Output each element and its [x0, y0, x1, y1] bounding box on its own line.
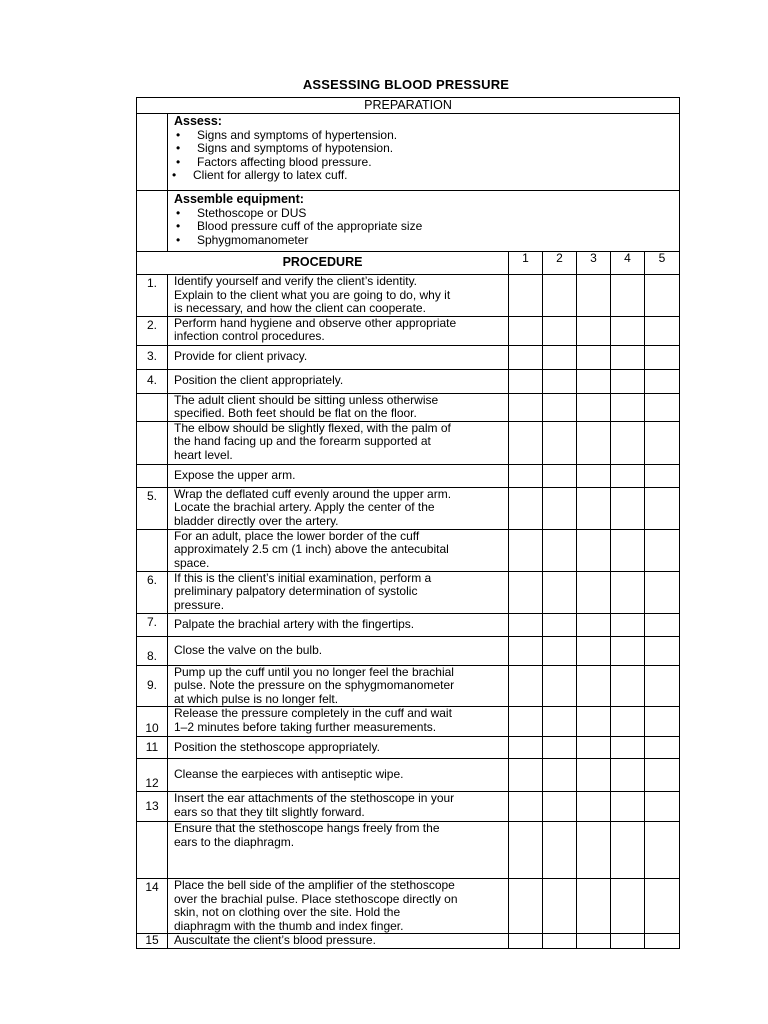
score-cell-5[interactable]	[645, 934, 680, 949]
preparation-header: PREPARATION	[137, 98, 680, 114]
step-text-line: pressure.	[174, 597, 225, 612]
score-cell-1[interactable]	[509, 571, 543, 613]
step-text-line: Expose the upper arm.	[174, 467, 296, 482]
equipment-item: • Sphygmomanometer	[174, 234, 679, 248]
score-cell-5[interactable]	[645, 759, 680, 792]
step-text-line: Insert the ear attachments of the stethoscope in your	[174, 791, 455, 805]
assess-list	[174, 129, 679, 183]
procedure-step-row	[137, 316, 680, 345]
procedure-step-row	[137, 636, 680, 665]
score-cell-4[interactable]	[611, 759, 645, 792]
score-cell-5[interactable]	[645, 393, 680, 421]
step-text-line: Release the pressure completely in the cuff and wait	[174, 706, 452, 720]
score-cell-4[interactable]	[611, 393, 645, 421]
score-cell-4[interactable]	[611, 737, 645, 759]
score-cell-3[interactable]	[577, 487, 611, 529]
step-description	[168, 393, 509, 421]
score-cell-3[interactable]	[577, 665, 611, 707]
score-cell-1[interactable]	[509, 487, 543, 529]
step-number	[137, 529, 168, 571]
step-number: 5.	[137, 487, 168, 529]
step-text-line: Provide for client privacy.	[174, 349, 308, 364]
score-cell-3[interactable]	[577, 759, 611, 792]
step-number: 8.	[137, 636, 168, 665]
assess-item: • Signs and symptoms of hypotension.	[174, 142, 679, 156]
score-cell-3[interactable]	[577, 345, 611, 369]
score-cell-1[interactable]	[509, 316, 543, 345]
score-cell-5[interactable]	[645, 529, 680, 571]
step-text-line: diaphragm with the thumb and index finger.	[174, 918, 404, 933]
step-number: 2.	[137, 316, 168, 345]
score-cell-4[interactable]	[611, 369, 645, 393]
score-cell-3[interactable]	[577, 707, 611, 737]
step-number	[137, 393, 168, 421]
procedure-step-row	[137, 571, 680, 613]
step-text-line: Close the valve on the bulb.	[174, 642, 323, 657]
score-cell-3[interactable]	[577, 464, 611, 487]
score-cell-1[interactable]	[509, 393, 543, 421]
score-cell-4[interactable]	[611, 613, 645, 636]
step-text-line: approximately 2.5 cm (1 inch) above the antecubital	[174, 542, 449, 556]
score-cell-4[interactable]	[611, 822, 645, 879]
score-cell-4[interactable]	[611, 571, 645, 613]
score-cell-1[interactable]	[509, 275, 543, 317]
step-text-line: Identify yourself and verify the client’s identity.	[174, 274, 418, 288]
score-cell-5[interactable]	[645, 636, 680, 665]
score-cell-3[interactable]	[577, 316, 611, 345]
score-header-4: 4	[611, 252, 645, 275]
score-cell-1[interactable]	[509, 636, 543, 665]
procedure-step-row	[137, 487, 680, 529]
step-number	[137, 822, 168, 879]
score-cell-1[interactable]	[509, 665, 543, 707]
procedure-step-row	[137, 464, 680, 487]
score-cell-5[interactable]	[645, 487, 680, 529]
score-cell-1[interactable]	[509, 421, 543, 464]
score-cell-2[interactable]	[543, 345, 577, 369]
step-description	[168, 636, 509, 665]
step-text-line: For an adult, place the lower border of the cuff	[174, 529, 420, 543]
assess-num-cell	[137, 114, 168, 191]
procedure-step-row	[137, 934, 680, 949]
step-text-line: is necessary, and how the client can cooperate.	[174, 301, 426, 315]
score-cell-1[interactable]	[509, 879, 543, 934]
score-cell-3[interactable]	[577, 737, 611, 759]
score-cell-4[interactable]	[611, 421, 645, 464]
score-cell-4[interactable]	[611, 316, 645, 345]
score-cell-5[interactable]	[645, 275, 680, 317]
score-cell-3[interactable]	[577, 792, 611, 822]
equipment-section	[168, 191, 680, 252]
step-text-line: bladder directly over the artery.	[174, 513, 339, 528]
score-cell-2[interactable]	[543, 759, 577, 792]
score-cell-1[interactable]	[509, 369, 543, 393]
step-text-line: Ensure that the stethoscope hangs freely from the	[174, 821, 440, 835]
score-header-5: 5	[645, 252, 680, 275]
score-cell-4[interactable]	[611, 529, 645, 571]
step-text-line: The elbow should be slightly flexed, with the palm of	[174, 421, 451, 435]
score-cell-4[interactable]	[611, 487, 645, 529]
step-text-line: Cleanse the earpieces with antiseptic wipe.	[174, 767, 404, 782]
step-text-line: Auscultate the client’s blood pressure.	[174, 933, 376, 947]
score-cell-5[interactable]	[645, 613, 680, 636]
score-cell-2[interactable]	[543, 636, 577, 665]
procedure-steps	[137, 275, 680, 949]
score-header-1: 1	[509, 252, 543, 275]
step-description	[168, 934, 509, 949]
equipment-row	[137, 191, 680, 252]
score-cell-2[interactable]	[543, 707, 577, 737]
procedure-step-row	[137, 879, 680, 934]
score-cell-1[interactable]	[509, 613, 543, 636]
score-cell-4[interactable]	[611, 665, 645, 707]
step-text-line: specified. Both feet should be flat on the floor.	[174, 406, 417, 420]
score-cell-5[interactable]	[645, 707, 680, 737]
score-cell-5[interactable]	[645, 421, 680, 464]
score-cell-3[interactable]	[577, 369, 611, 393]
step-text-line: heart level.	[174, 447, 233, 462]
step-number: 6.	[137, 571, 168, 613]
procedure-step-row	[137, 737, 680, 759]
score-cell-2[interactable]	[543, 275, 577, 317]
score-cell-2[interactable]	[543, 737, 577, 759]
score-cell-1[interactable]	[509, 934, 543, 949]
equipment-num-cell	[137, 191, 168, 252]
step-number: 10	[137, 707, 168, 737]
assess-item: • Client for allergy to latex cuff.	[174, 169, 679, 183]
step-description	[168, 792, 509, 822]
step-number: 9.	[137, 665, 168, 707]
procedure-step-row	[137, 421, 680, 464]
assess-heading: Assess:	[174, 114, 222, 128]
score-cell-3[interactable]	[577, 571, 611, 613]
score-cell-5[interactable]	[645, 345, 680, 369]
step-text-line: infection control procedures.	[174, 329, 325, 343]
step-number	[137, 421, 168, 464]
step-description	[168, 421, 509, 464]
step-description	[168, 707, 509, 737]
step-description	[168, 369, 509, 393]
score-cell-5[interactable]	[645, 464, 680, 487]
step-number: 7.	[137, 613, 168, 636]
step-description	[168, 613, 509, 636]
step-number: 4.	[137, 369, 168, 393]
score-cell-1[interactable]	[509, 529, 543, 571]
equipment-item: • Blood pressure cuff of the appropriate size	[174, 220, 679, 234]
step-text-line: Perform hand hygiene and observe other appropriate	[174, 316, 457, 330]
score-cell-3[interactable]	[577, 393, 611, 421]
score-cell-1[interactable]	[509, 822, 543, 879]
step-description	[168, 879, 509, 934]
score-cell-3[interactable]	[577, 879, 611, 934]
score-cell-5[interactable]	[645, 879, 680, 934]
score-cell-4[interactable]	[611, 934, 645, 949]
procedure-step-row	[137, 613, 680, 636]
step-text-line: Wrap the deflated cuff evenly around the upper arm.	[174, 487, 452, 501]
score-cell-2[interactable]	[543, 393, 577, 421]
step-number: 15	[137, 934, 168, 949]
step-text-line: Position the stethoscope appropriately.	[174, 739, 380, 754]
score-cell-2[interactable]	[543, 316, 577, 345]
score-cell-1[interactable]	[509, 792, 543, 822]
score-cell-3[interactable]	[577, 636, 611, 665]
assess-row	[137, 114, 680, 191]
step-number: 12	[137, 759, 168, 792]
score-cell-4[interactable]	[611, 707, 645, 737]
score-cell-2[interactable]	[543, 792, 577, 822]
score-cell-2[interactable]	[543, 369, 577, 393]
step-text-line: Locate the brachial artery. Apply the center of the	[174, 500, 435, 514]
step-description	[168, 737, 509, 759]
score-cell-4[interactable]	[611, 879, 645, 934]
score-cell-2[interactable]	[543, 571, 577, 613]
step-text-line: Explain to the client what you are going to do, why it	[174, 287, 451, 302]
score-cell-3[interactable]	[577, 421, 611, 464]
score-cell-5[interactable]	[645, 316, 680, 345]
score-cell-3[interactable]	[577, 529, 611, 571]
preparation-header-row	[137, 98, 680, 114]
step-text-line: at which pulse is no longer felt.	[174, 691, 339, 706]
score-cell-4[interactable]	[611, 275, 645, 317]
step-description	[168, 822, 509, 879]
document-title: ASSESSING BLOOD PRESSURE	[302, 77, 510, 92]
step-number: 3.	[137, 345, 168, 369]
step-text-line: 1–2 minutes before taking further measurements.	[174, 719, 437, 734]
procedure-step-row	[137, 393, 680, 421]
score-cell-4[interactable]	[611, 792, 645, 822]
procedure-step-row	[137, 707, 680, 737]
step-text-line: Place the bell side of the amplifier of the stethoscope	[174, 878, 455, 892]
step-text-line: Palpate the brachial artery with the fingertips.	[174, 616, 415, 631]
score-cell-1[interactable]	[509, 464, 543, 487]
score-cell-2[interactable]	[543, 879, 577, 934]
score-cell-5[interactable]	[645, 792, 680, 822]
step-number: 14	[137, 879, 168, 934]
score-cell-4[interactable]	[611, 464, 645, 487]
procedure-step-row	[137, 529, 680, 571]
score-cell-4[interactable]	[611, 636, 645, 665]
step-text-line: ears so that they tilt slightly forward.	[174, 804, 365, 819]
procedure-header-row	[137, 252, 680, 275]
step-number	[137, 464, 168, 487]
score-cell-1[interactable]	[509, 707, 543, 737]
procedure-step-row	[137, 665, 680, 707]
score-cell-2[interactable]	[543, 934, 577, 949]
step-description	[168, 464, 509, 487]
step-text-line: Position the client appropriately.	[174, 373, 344, 388]
step-description	[168, 316, 509, 345]
step-number: 11	[137, 737, 168, 759]
score-cell-2[interactable]	[543, 487, 577, 529]
step-description	[168, 759, 509, 792]
score-cell-5[interactable]	[645, 737, 680, 759]
score-cell-3[interactable]	[577, 613, 611, 636]
step-text-line: preliminary palpatory determination of systolic	[174, 584, 418, 598]
step-description	[168, 529, 509, 571]
score-cell-3[interactable]	[577, 275, 611, 317]
step-text-line: The adult client should be sitting unless otherwise	[174, 393, 439, 407]
procedure-step-row	[137, 759, 680, 792]
score-cell-1[interactable]	[509, 737, 543, 759]
score-cell-5[interactable]	[645, 571, 680, 613]
step-description	[168, 665, 509, 707]
equipment-list	[174, 207, 679, 248]
step-text-line: pulse. Note the pressure on the sphygmomanometer	[174, 678, 455, 692]
step-text-line: the hand facing up and the forearm supported at	[174, 434, 431, 448]
score-cell-5[interactable]	[645, 665, 680, 707]
score-cell-2[interactable]	[543, 464, 577, 487]
step-number: 1.	[137, 275, 168, 317]
score-cell-5[interactable]	[645, 369, 680, 393]
procedure-step-row	[137, 369, 680, 393]
equipment-heading: Assemble equipment:	[174, 192, 304, 206]
score-cell-1[interactable]	[509, 759, 543, 792]
equipment-item: • Stethoscope or DUS	[174, 207, 679, 221]
step-description	[168, 571, 509, 613]
assess-item: • Signs and symptoms of hypertension.	[174, 129, 679, 143]
score-cell-3[interactable]	[577, 934, 611, 949]
procedure-step-row	[137, 792, 680, 822]
step-text-line: If this is the client’s initial examination, perform a	[174, 571, 432, 585]
procedure-step-row	[137, 275, 680, 317]
checklist-table	[136, 97, 680, 949]
step-number: 13	[137, 792, 168, 822]
step-description	[168, 275, 509, 317]
score-header-3: 3	[577, 252, 611, 275]
score-cell-2[interactable]	[543, 529, 577, 571]
score-cell-2[interactable]	[543, 613, 577, 636]
step-description	[168, 487, 509, 529]
step-text-line: over the brachial pulse. Place stethoscope directly on	[174, 891, 458, 906]
score-cell-4[interactable]	[611, 345, 645, 369]
step-text-line: space.	[174, 555, 210, 570]
procedure-step-row	[137, 345, 680, 369]
assess-section	[168, 114, 680, 191]
score-cell-2[interactable]	[543, 822, 577, 879]
assess-item: • Factors affecting blood pressure.	[174, 156, 679, 170]
step-text-line: skin, not on clothing over the site. Hold the	[174, 905, 401, 919]
score-header-2: 2	[543, 252, 577, 275]
step-text-line: ears to the diaphragm.	[174, 834, 295, 849]
procedure-header: PROCEDURE	[137, 252, 509, 275]
score-cell-3[interactable]	[577, 822, 611, 879]
step-description	[168, 345, 509, 369]
score-cell-1[interactable]	[509, 345, 543, 369]
score-cell-2[interactable]	[543, 421, 577, 464]
score-cell-2[interactable]	[543, 665, 577, 707]
score-cell-5[interactable]	[645, 822, 680, 879]
procedure-step-row	[137, 822, 680, 879]
step-text-line: Pump up the cuff until you no longer feel the brachial	[174, 665, 454, 679]
